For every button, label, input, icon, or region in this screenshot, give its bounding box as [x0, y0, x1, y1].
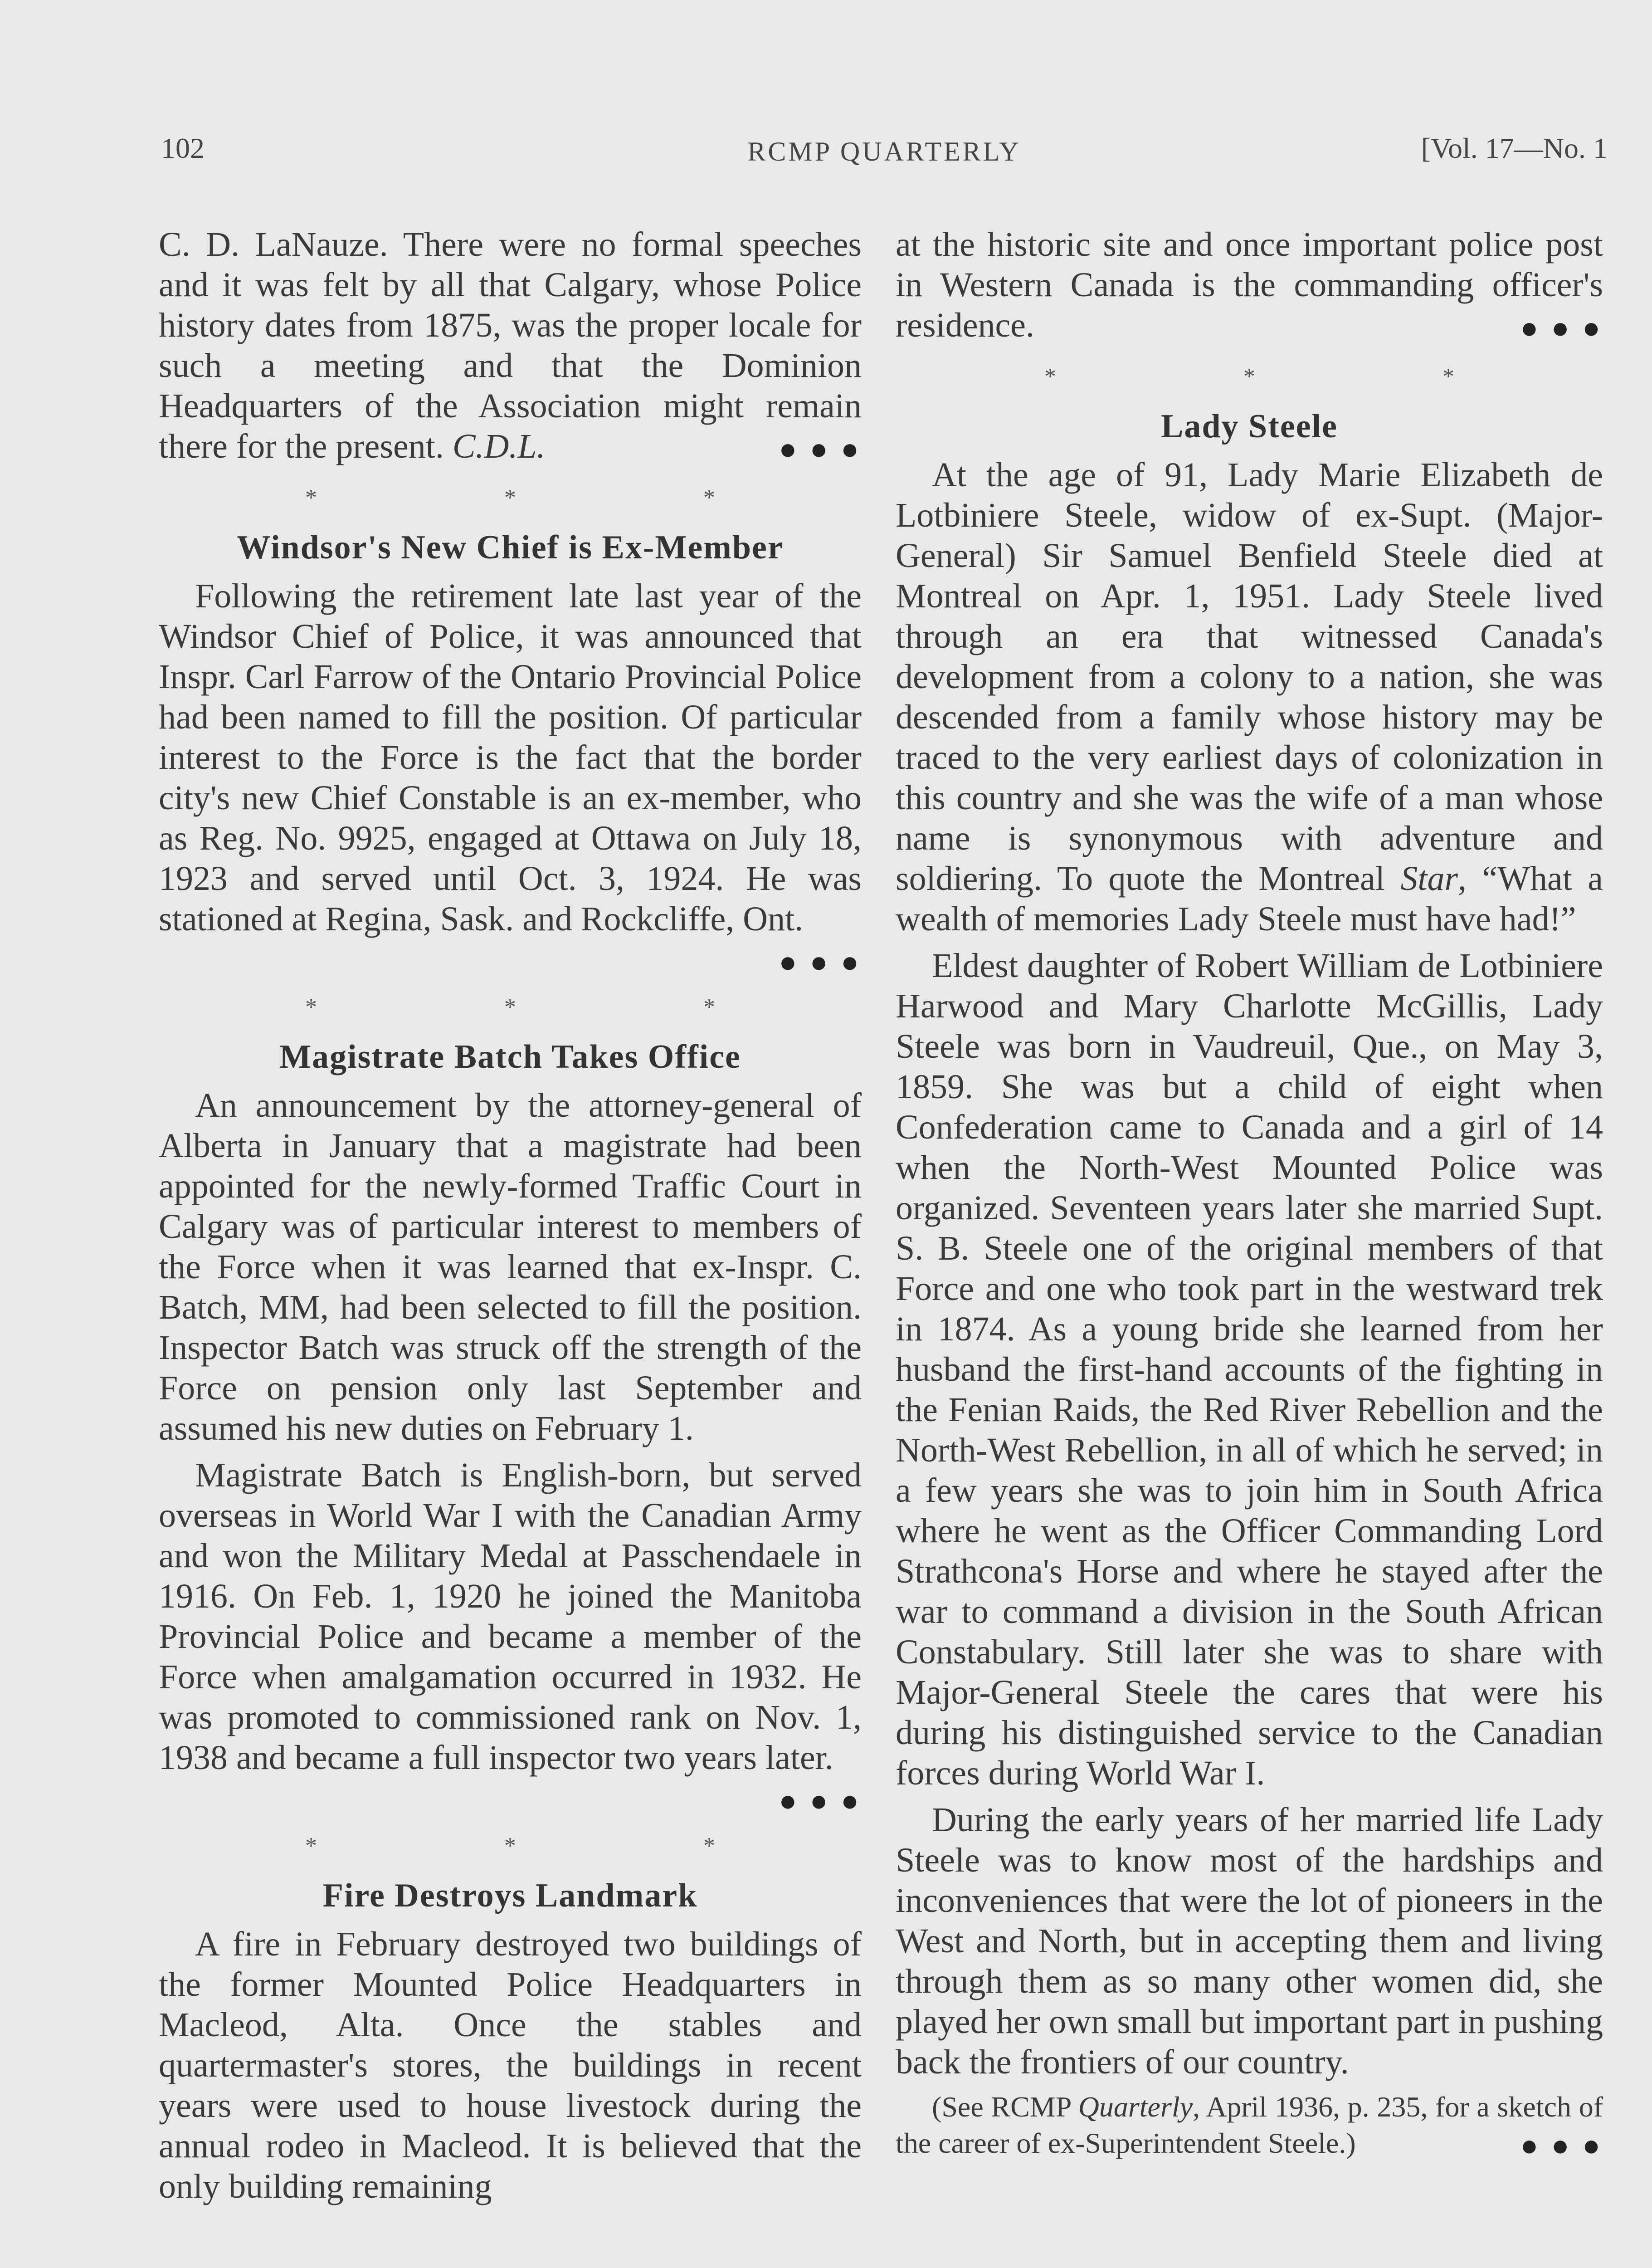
reference-note: (See RCMP Quarterly, April 1936, p. 235, for a sketch of the career of ex-Superintendent Steele.) ● ● ●: [896, 2089, 1603, 2161]
article-title-batch: Magistrate Batch Takes Office: [279, 1038, 741, 1075]
section-separator: * * *: [305, 485, 806, 511]
article-paragraph: Following the retirement late last year of the Windsor Chief of Police, it was announced that Inspr. Carl Farrow of the Ontario Provincial Police had been named to fill the position. Of particular interest to the Force is the fact that the border city's new Chief Constable is an ex-member, who as Reg. No. 9925, engaged at Ottawa on July 18, 1923 and served until Oct. 3, 1924. He was stationed at Regina, Sask. and Rockcliffe, Ont. ● ● ●: [159, 576, 862, 939]
running-title: RCMP QUARTERLY: [747, 137, 1021, 166]
volume-label: [Vol. 17—No. 1: [1421, 132, 1608, 164]
page-header: [161, 132, 1608, 181]
section-separator: * * *: [1044, 364, 1545, 390]
left-column: [159, 225, 862, 2213]
article-title-windsor: Windsor's New Chief is Ex-Member: [237, 529, 784, 566]
right-column: [896, 225, 1603, 2168]
end-mark: ● ● ●: [779, 433, 862, 466]
section-separator: * * *: [305, 994, 806, 1020]
article-paragraph: An announcement by the attorney-general of Alberta in January that a magistrate had been appointed for the newly-formed Traffic Court in Calgary was of particular interest to members of the Force when it was learned that ex-Inspr. C. Batch, MM, had been selected to fill the position. Inspector Batch was struck off the strength of the Force on pension only last September and assumed his new duties on February 1.: [159, 1086, 862, 1447]
newspaper-name: Star: [1400, 860, 1458, 898]
publication-name: Quarterly: [1078, 2091, 1193, 2123]
article-paragraph: Eldest daughter of Robert William de Lotbiniere Harwood and Mary Charlotte McGillis, Lady Steele was born in Vaudreuil, Que., on May 3, 1859. She was but a child of eight when Confederation came to Canada and a girl of 14 when the North-West Mounted Police was organized. Seventeen years later she married Supt. S. B. Steele one of the original members of that Force and one who took part in the westward trek in 1874. As a young bride she learned from her husband the first-hand accounts of the fighting in the Fenian Raids, the Red River Rebellion and the North-West Rebellion, in all of which he served; in a few years she was to join him in South Africa where he went as the Officer Commanding Lord Strathcona's Horse and where he stayed after the war to command a division in the South African Constabulary. Still later she was to share with Major-General Steele the cares that were his during his distinguished service to the Canadian forces during World War I.: [896, 947, 1603, 1792]
article-paragraph: During the early years of her married life Lady Steele was to know most of the hardships and inconveniences that were the lot of pioneers in the West and North, but in accepting them and living through them as so many other women did, she played her own small but important part in pushing back the frontiers of our country.: [896, 1801, 1603, 2081]
end-mark: ● ● ●: [779, 946, 862, 979]
article-paragraph: At the age of 91, Lady Marie Elizabeth de Lotbiniere Steele, widow of ex-Supt. (Major-General) Sir Samuel Benfield Steele died at Montreal on Apr. 1, 1951. Lady Steele lived through an era that witnessed Canada's development from a colony to a nation, she was descended from a family whose history may be traced to the very earliest days of colonization in this country and she was the wife of a man whose name is synonymous with adventure and soldiering. To quote the Montreal Star, “What a wealth of memories Lady Steele must have had!”: [896, 456, 1603, 938]
article-paragraph: A fire in February destroyed two buildings of the former Mounted Police Headquarters in Macleod, Alta. Once the stables and quartermaster's stores, the buildings in recent years were used to house livestock during the annual rodeo in Macleod. It is believed that the only building remaining: [159, 1925, 862, 2205]
intro-signature: C.D.L.: [452, 427, 546, 465]
end-mark: ● ● ●: [779, 1784, 862, 1818]
intro-paragraph: C. D. LaNauze. There were no formal speeches and it was felt by all that Calgary, whose Police history dates from 1875, was the proper locale for such a meeting and that the Dominion Headquarters of the Association might remain there for the present. C.D.L. ● ● ●: [159, 225, 862, 467]
end-mark: ● ● ●: [1520, 312, 1603, 345]
section-separator: * * *: [305, 1833, 806, 1859]
continued-paragraph: at the historic site and once important police post in Western Canada is the commanding officer's residence. ● ● ●: [896, 225, 1603, 346]
page-number: 102: [161, 132, 205, 164]
article-paragraph: Magistrate Batch is English-born, but served overseas in World War I with the Canadian Army and won the Military Medal at Passchendaele in 1916. On Feb. 1, 1920 he joined the Manitoba Provincial Police and became a member of the Force when amalgamation occurred in 1932. He was promoted to commissioned rank on Nov. 1, 1938 and became a full inspector two years later. ● ● ●: [159, 1455, 862, 1778]
end-mark: ● ● ●: [1520, 2129, 1603, 2162]
article-title-lady-steele: Lady Steele: [1161, 408, 1338, 445]
article-title-fire: Fire Destroys Landmark: [322, 1877, 698, 1914]
